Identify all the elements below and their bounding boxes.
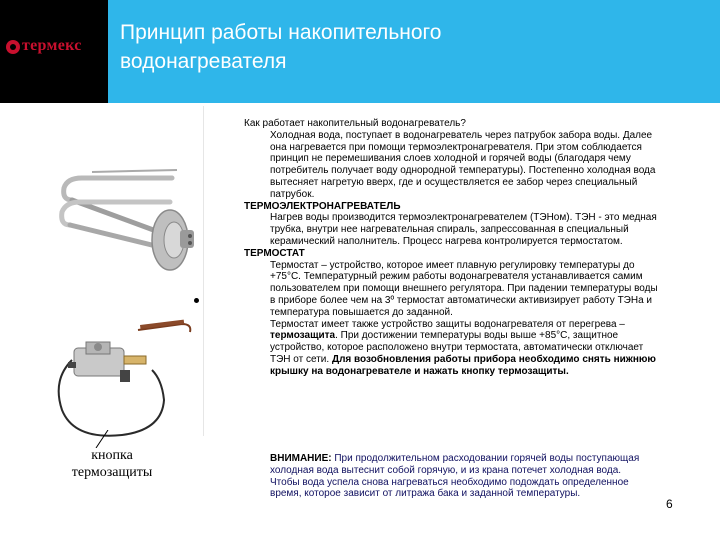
protection-text-a: Термостат имеет также устройство защиты водонагревателя от перегрева – [270,318,625,330]
slide-title-line2: водонагревателя [120,50,287,73]
slide-header [0,0,720,103]
thermostat-image [52,300,200,450]
section-heading-heater: ТЕРМОЭЛЕКТРОНАГРЕВАТЕЛЬ [244,200,401,212]
slide-title [120,18,640,76]
bullet-dot [194,298,199,303]
paragraph-thermal-protection [244,319,664,378]
logo-mark-icon [6,40,20,54]
thermal-protection-caption [52,447,172,481]
company-logo [0,0,108,103]
warning-note [270,453,650,500]
protection-instruction: Для возобновления работы прибора необходимо снять нижнюю крышку на водонагревателе и нажать кнопку термозащиты. [270,353,656,377]
heating-element-image [52,140,212,300]
protection-text-c: . При достижении температуры воды выше +85°С, защитное устройство, которое расположено внутри термостата, автоматически отключает ТЭН от сети. [270,330,644,365]
warning-label: ВНИМАНИЕ: [270,453,332,464]
caption-pointer [90,430,110,448]
section-heading-thermostat: ТЕРМОСТАТ [244,247,305,259]
warning-text: При продолжительном расходовании горячей воды поступающая холодная вода вытеснит собой горячую, и из крана потечет холодная вода. Чтобы вода успела снова нагреваться необходимо подождать определенное время, которое зависит от литража бака и заданной температуры. [270,453,640,500]
question-heading: Как работает накопительный водонагреватель? [244,118,466,129]
image-divider [203,106,204,436]
page-number: 6 [666,497,673,511]
protection-term: термозащита [270,330,336,342]
slide-title-line1: Принцип работы накопительного [120,21,442,44]
paragraph-how-it-works: Холодная вода, поступает в водонагреватель через патрубок забора воды. Далее она нагревается при помощи термоэлектронагревателя. При этом соблюдается принцип не перемешивания слоев холодной и горячей воды (благодаря чему потребитель получает воду однородной температуры). Постепенно холодная вода вытесняет нагретую вверх, где и осуществляется ее забор через специальный патрубок. [270,129,656,200]
logo-text: термекс [22,37,82,54]
paragraph-thermostat: Термостат – устройство, которое имеет плавную регулировку температуры до +75°С. Температурный режим работы водонагревателя устанавливается самим пользователем при помощи внешнего регулятора. При падении температуры воды в приборе более чем на 3º термостат автоматически активизирует работу ТЭНа и температура повышается до заданной. [270,259,658,318]
main-text [244,118,664,378]
caption-line1: кнопка [91,448,133,463]
paragraph-heater: Нагрев воды производится термоэлектронагревателем (ТЭНом). ТЭН - это медная трубка, внутри нее нагревательная спираль, запрессованная в специальный керамический наполнитель. Процесс нагрева контролируется термостатом. [270,212,657,247]
caption-line2: термозащиты [71,465,153,480]
